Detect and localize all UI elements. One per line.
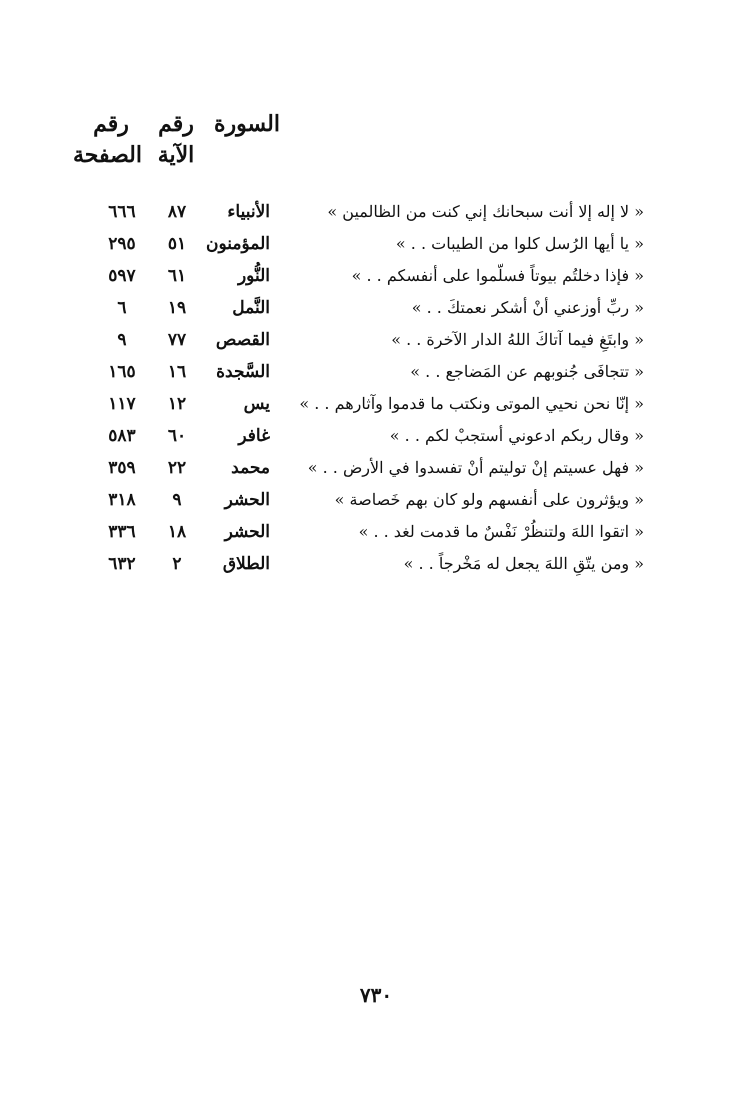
surah-name: الحشر xyxy=(224,490,270,510)
header-surah: السورة xyxy=(214,111,280,137)
ayah-number: ١٩ xyxy=(167,298,187,318)
ayah-number: ١٨ xyxy=(167,522,187,542)
page-ref: ٢٩٥ xyxy=(108,234,136,254)
table-row xyxy=(0,229,752,259)
page-ref: ٣٣٦ xyxy=(108,522,136,542)
surah-name: الطلاق xyxy=(222,554,270,574)
verse-text: « ومن يتّقِ اللهَ يجعل له مَخْرجاً . . » xyxy=(403,554,644,573)
verse-text: « لا إله إلا أنت سبحانك إني كنت من الظالمين » xyxy=(327,202,644,221)
verse-text: « وقال ربكم ادعوني أستجبْ لكم . . » xyxy=(389,426,644,445)
verse-text: « وابتَغِ فيما آتاكَ اللهُ الدار الآخرة . . » xyxy=(391,330,644,349)
table-row xyxy=(0,357,752,387)
page-ref: ٥٨٣ xyxy=(108,426,136,446)
page-ref: ٦٦٦ xyxy=(108,202,136,222)
ayah-number: ١٢ xyxy=(167,394,187,414)
page-number: ٧٣٠ xyxy=(359,983,393,1007)
ayah-number: ٧٧ xyxy=(167,330,187,350)
ayah-number: ١٦ xyxy=(167,362,187,382)
surah-name: الحشر xyxy=(224,522,270,542)
page-ref: ٩ xyxy=(117,330,127,350)
table-row xyxy=(0,421,752,451)
surah-name: غافر xyxy=(238,426,270,446)
header-page-line2: الصفحة xyxy=(72,142,142,168)
ayah-number: ٢ xyxy=(172,554,182,574)
surah-name: النَّمل xyxy=(232,298,270,318)
table-row xyxy=(0,197,752,227)
verse-text: « ويؤثرون على أنفسهم ولو كان بهم خَصاصة » xyxy=(334,490,644,509)
surah-name: المؤمنون xyxy=(205,234,270,254)
table-row xyxy=(0,293,752,323)
surah-name: يس xyxy=(243,394,270,414)
table-row xyxy=(0,549,752,579)
ayah-number: ٦٠ xyxy=(167,426,187,446)
verse-text: « اتقوا اللهَ ولتنظُرْ نَفْسٌ ما قدمت لغد . . » xyxy=(358,522,644,541)
verse-text: « فإذا دخلتُم بيوتاً فسلّموا على أنفسكم . . » xyxy=(351,266,644,285)
ayah-number: ٦١ xyxy=(167,266,187,286)
verse-text: « تتجافَى جُنوبهم عن المَضاجع . . » xyxy=(410,362,644,381)
header-page-line1: رقم xyxy=(93,111,129,137)
page-ref: ٦٣٢ xyxy=(108,554,136,574)
header-ayah-line1: رقم xyxy=(158,111,194,137)
surah-name: محمد xyxy=(231,458,270,478)
ayah-number: ٥١ xyxy=(167,234,187,254)
surah-name: السَّجدة xyxy=(216,362,270,382)
verse-text: « ربِّ أوزعني أنْ أشكر نعمتكَ . . » xyxy=(411,298,644,317)
surah-name: النُّور xyxy=(237,266,270,286)
table-row xyxy=(0,261,752,291)
table-row xyxy=(0,389,752,419)
page-ref: ٦ xyxy=(117,298,127,318)
surah-name: القصص xyxy=(215,330,270,350)
ayah-number: ٩ xyxy=(172,490,182,510)
page-ref: ١٦٥ xyxy=(108,362,136,382)
ayah-number: ٨٧ xyxy=(167,202,187,222)
ayah-number: ٢٢ xyxy=(167,458,187,478)
page-ref: ٥٩٧ xyxy=(108,266,136,286)
table-row xyxy=(0,517,752,547)
page-ref: ١١٧ xyxy=(108,394,136,414)
page-ref: ٣١٨ xyxy=(108,490,136,510)
table-row xyxy=(0,485,752,515)
verse-text: « يا أيها الرُسل كلوا من الطيبات . . » xyxy=(395,234,644,253)
verse-text: « إنّا نحن نحيي الموتى ونكتب ما قدموا وآثارهم . . » xyxy=(299,394,644,413)
header-ayah-line2: الآية xyxy=(157,142,195,168)
page-ref: ٣٥٩ xyxy=(108,458,136,478)
table-row xyxy=(0,325,752,355)
verse-text: « فهل عسيتم إنْ توليتم أنْ تفسدوا في الأرض . . » xyxy=(307,458,644,477)
surah-name: الأنبياء xyxy=(227,202,270,222)
table-row xyxy=(0,453,752,483)
